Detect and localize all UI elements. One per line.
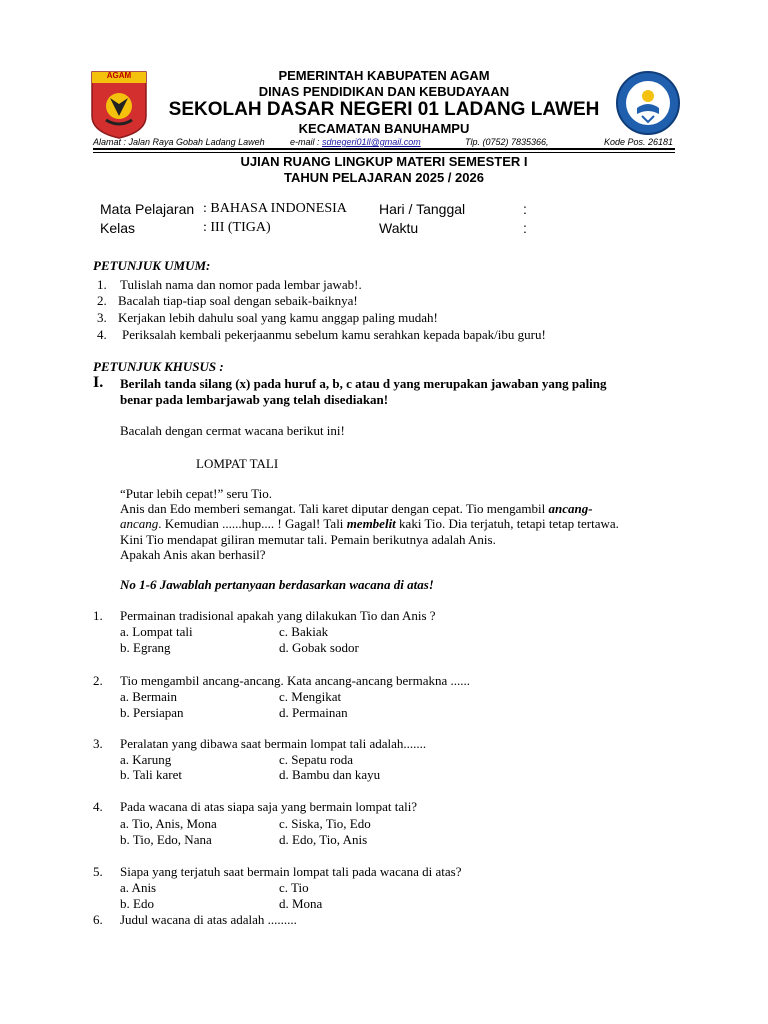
q1-option-b[interactable]: b. Egrang — [120, 640, 171, 655]
phone-text: Tlp. (0752) 7835366, — [465, 137, 549, 147]
question-5-text: Siapa yang terjatuh saat bermain lompat tali pada wacana di atas? — [120, 864, 462, 879]
item-number: 3. — [97, 310, 107, 325]
email-line — [290, 137, 421, 147]
general-heading: PETUNJUK UMUM: — [93, 258, 211, 273]
agam-logo-text: AGAM — [106, 71, 132, 80]
q4-option-d[interactable]: d. Edo, Tio, Anis — [279, 832, 368, 847]
q4-option-a[interactable]: a. Tio, Anis, Mona — [120, 816, 217, 831]
q1-option-a[interactable]: a. Lompat tali — [120, 624, 193, 639]
story-title: LOMPAT TALI — [196, 456, 279, 471]
q5-option-b[interactable]: b. Edo — [120, 896, 154, 911]
item-text: Kerjakan lebih dahulu soal yang kamu anggap paling mudah! — [118, 310, 438, 325]
q2-option-a[interactable]: a. Bermain — [120, 689, 178, 704]
time-label: Waktu — [379, 220, 419, 236]
q3-option-a[interactable]: a. Karung — [120, 752, 172, 767]
story-p2-emph: ancang- — [548, 501, 593, 516]
class-label: Kelas — [100, 220, 136, 236]
q1-option-c[interactable]: c. Bakiak — [279, 624, 329, 639]
question-5-number: 5. — [93, 864, 103, 879]
item-text: Periksalah kembali pekerjaanmu sebelum kamu serahkan kepada bapak/ibu guru! — [122, 327, 546, 342]
email-label: e-mail : — [290, 137, 320, 147]
time-colon: : — [523, 220, 527, 236]
story-p1: “Putar lebih cepat!” seru Tio. — [120, 486, 272, 501]
story-p2-text: Anis dan Edo memberi semangat. Tali karet diputar dengan cepat. Tio mengambil — [120, 501, 549, 516]
exam-year: TAHUN PELAJARAN 2025 / 2026 — [284, 170, 484, 185]
q2-option-c[interactable]: c. Mengikat — [279, 689, 342, 704]
general-item-4 — [97, 327, 546, 343]
story-p4: Kini Tio mendapat giliran memutar tali. Pemain berikutnya adalah Anis. — [120, 532, 496, 547]
story-instruction: No 1-6 Jawablah pertanyaan berdasarkan wacana di atas! — [120, 577, 434, 592]
instruction-line-1: Berilah tanda silang (x) pada huruf a, b, c atau d yang merupakan jawaban yang paling — [120, 376, 607, 391]
dept-title: DINAS PENDIDIKAN DAN KEBUDAYAAN — [258, 84, 510, 99]
gov-title: PEMERINTAH KABUPATEN AGAM — [278, 68, 490, 83]
q5-option-a[interactable]: a. Anis — [120, 880, 157, 895]
question-3-number: 3. — [93, 736, 103, 751]
q4-option-c[interactable]: c. Siska, Tio, Edo — [279, 816, 371, 831]
header-rule-thin — [93, 152, 675, 153]
q4-option-b[interactable]: b. Tio, Edo, Nana — [120, 832, 212, 847]
district-title: KECAMATAN BANUHAMPU — [298, 121, 470, 136]
general-item-3 — [97, 310, 438, 326]
q2-option-d[interactable]: d. Permainan — [279, 705, 348, 720]
question-3-text: Peralatan yang dibawa saat bermain lompat tali adalah....... — [120, 736, 427, 751]
story-p3 — [120, 516, 619, 532]
subject-label: Mata Pelajaran — [100, 201, 195, 217]
item-number: 1. — [97, 277, 107, 292]
item-number: 4. — [97, 327, 107, 342]
address-text: Alamat : Jalan Raya Gobah Ladang Laweh — [93, 137, 265, 147]
story-p3-emph2: membelit — [346, 516, 396, 531]
roman-numeral: I. — [93, 374, 104, 391]
header-rule-thick — [93, 148, 675, 150]
read-prompt: Bacalah dengan cermat wacana berikut ini! — [120, 423, 345, 438]
exam-title: UJIAN RUANG LINGKUP MATERI SEMESTER I — [240, 154, 528, 169]
story-p2 — [120, 501, 593, 517]
postcode-text: Kode Pos. 26181 — [604, 137, 674, 147]
item-text: Tulislah nama dan nomor pada lembar jawab!. — [120, 277, 362, 292]
q2-option-b[interactable]: b. Persiapan — [120, 705, 184, 720]
question-4-number: 4. — [93, 799, 103, 814]
question-4-text: Pada wacana di atas siapa saja yang bermain lompat tali? — [120, 799, 418, 814]
question-1-text: Permainan tradisional apakah yang dilakukan Tio dan Anis ? — [120, 608, 436, 623]
q3-option-c[interactable]: c. Sepatu roda — [279, 752, 354, 767]
q3-option-d[interactable]: d. Bambu dan kayu — [279, 767, 381, 782]
general-item-1 — [97, 277, 362, 293]
story-p5: Apakah Anis akan berhasil? — [120, 547, 266, 562]
day-label: Hari / Tanggal — [379, 201, 466, 217]
school-title: SEKOLAH DASAR NEGERI 01 LADANG LAWEH — [168, 99, 600, 120]
instruction-line-2: benar pada lembarjawab yang telah disediakan! — [120, 392, 389, 407]
question-2-text: Tio mengambil ancang-ancang. Kata ancang-ancang bermakna ...... — [120, 673, 471, 688]
item-text: Bacalah tiap-tiap soal dengan sebaik-baiknya! — [118, 293, 358, 308]
q5-option-c[interactable]: c. Tio — [279, 880, 309, 895]
day-colon: : — [523, 201, 527, 217]
question-1-number: 1. — [93, 608, 103, 623]
story-p3-text: . Kemudian ......hup.... ! Gagal! Tali — [158, 516, 347, 531]
class-value: : III (TIGA) — [203, 220, 271, 235]
q5-option-d[interactable]: d. Mona — [279, 896, 323, 911]
question-2-number: 2. — [93, 673, 103, 688]
question-6-text: Judul wacana di atas adalah ......... — [120, 912, 297, 927]
story-p3-text2: kaki Tio. Dia terjatuh, tetapi tetap tertawa. — [395, 516, 619, 531]
q3-option-b[interactable]: b. Tali karet — [120, 767, 183, 782]
general-item-2 — [97, 293, 358, 309]
email-link[interactable]: sdnegeri01ll@gmail.com — [322, 137, 421, 147]
story-p3-emph: ancang — [120, 516, 159, 531]
question-6-number: 6. — [93, 912, 103, 927]
special-heading: PETUNJUK KHUSUS : — [93, 359, 224, 374]
item-number: 2. — [97, 293, 107, 308]
subject-value: : BAHASA INDONESIA — [203, 201, 347, 216]
q1-option-d[interactable]: d. Gobak sodor — [279, 640, 359, 655]
